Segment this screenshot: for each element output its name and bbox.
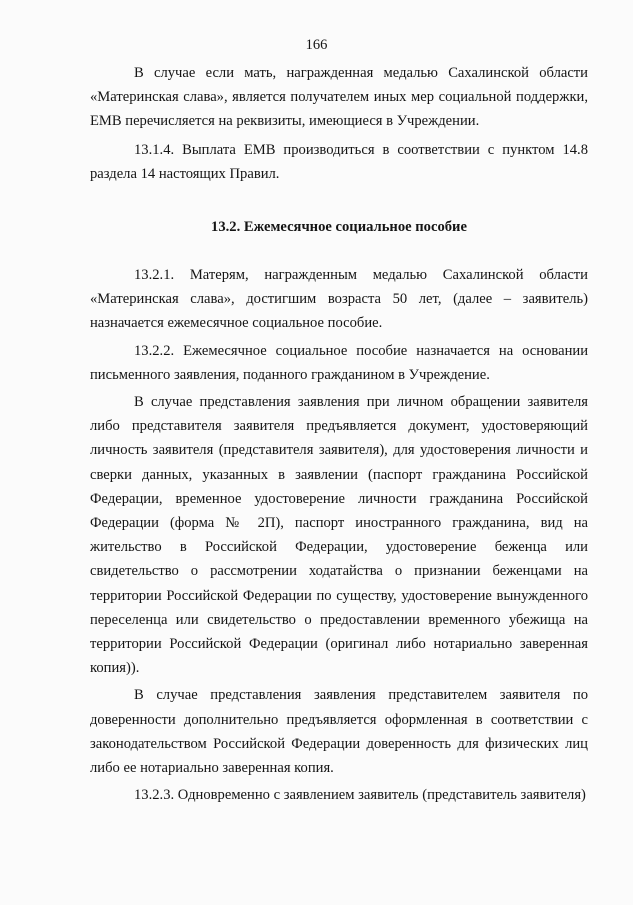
document-body	[90, 61, 588, 807]
page-number: 166	[305, 37, 328, 53]
paragraph-personal-application: В случае представления заявления при личном обращении заявителя либо представителя заявителя предъявляется документ, удостоверяющий личность заявителя (представителя заявителя), для удостоверения личности и сверки данных, указанных в заявлении (паспорт гражданина Российской Федерации, временное удостоверение личности гражданина Российской Федерации (форма № 2П), паспорт иностранного гражданина, вид на жительство в Российской Федерации, удостоверение беженца или свидетельство о рассмотрении ходатайства о признании беженцами на территории Российской Федерации по существу, удостоверение вынужденного переселенца или свидетельство о предоставлении временного убежища на территории Российской Федерации (оригинал либо нотариально заверенная копия)).	[90, 394, 588, 677]
paragraph-mother-other-support: В случае если мать, награжденная медалью Сахалинской области «Материнская слава», является получателем иных мер социальной поддержки, ЕМВ перечисляется на реквизиты, имеющиеся в Учреждении.	[90, 65, 588, 130]
paragraph-13-2-2: 13.2.2. Ежемесячное социальное пособие назначается на основании письменного заявления, поданного гражданином в Учреждение.	[90, 342, 588, 383]
paragraph-13-2-1: 13.2.1. Матерям, награжденным медалью Сахалинской области «Материнская слава», достигшим возраста 50 лет, (далее – заявитель) назначается ежемесячное социальное пособие.	[90, 267, 588, 332]
section-heading: 13.2. Ежемесячное социальное пособие	[211, 219, 467, 236]
paragraph-representative-application: В случае представления заявления представителем заявителя по доверенности дополнительно предъявляется оформленная в соответствии с законодательством Российской Федерации доверенность для физических лиц либо ее нотариально заверенная копия.	[90, 687, 588, 777]
paragraph-13-2-3: 13.2.3. Одновременно с заявлением заявитель (представитель заявителя)	[134, 787, 586, 804]
paragraph-13-1-4: 13.1.4. Выплата ЕМВ производиться в соответствии с пунктом 14.8 раздела 14 настоящих Правил.	[90, 141, 588, 182]
